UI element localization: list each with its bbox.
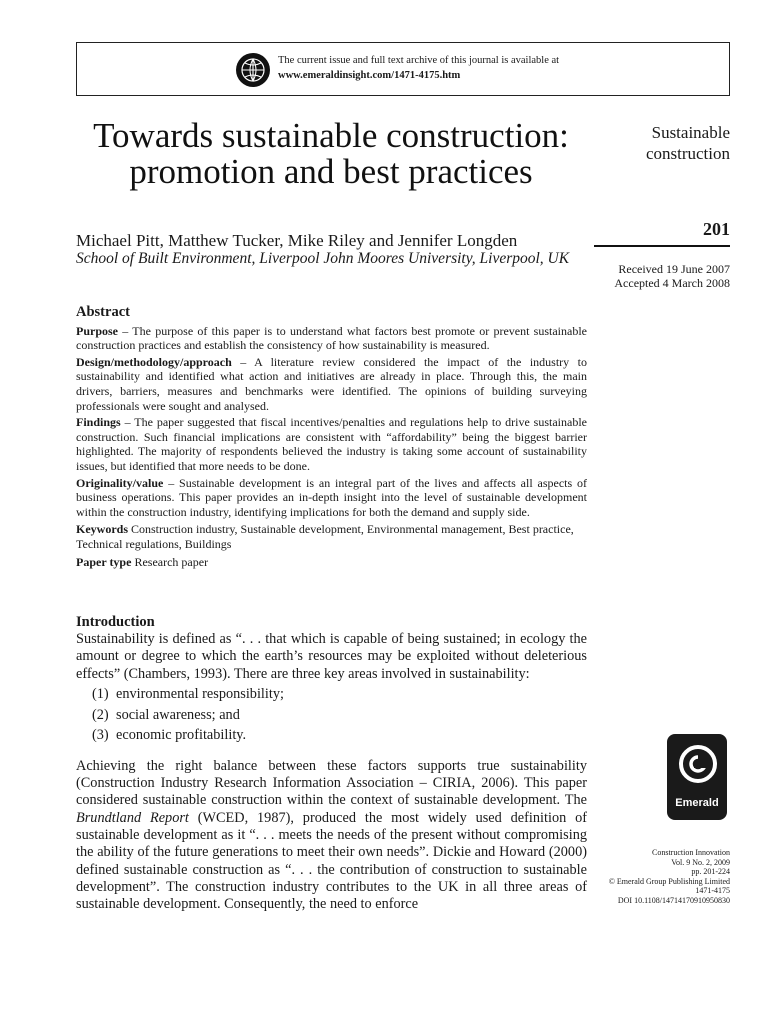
list-text: social awareness; and [116,706,240,723]
originality-label: Originality/value [76,475,164,490]
page-number: 201 [703,219,730,239]
divider [594,245,730,247]
keywords-text: Construction industry, Sustainable development, Environmental management, Best practice, Technical regulations, Buildings [76,522,574,551]
abstract-paper-type [76,555,587,570]
originality-text: – Sustainable development is an integral part of the lives and affects all aspects of business operations. This paper provides an in-depth insight into the level of sustainable development within the construction industry, identifying implications for both the demand and supply side. [76,475,587,519]
list-number: (3) [92,727,109,744]
findings-text: – The paper suggested that fiscal incentives/penalties and regulations help to drive sustainable construction. Such financial implications are consistent with “affordability” being the biggest barrier highlighted. The majority of respondents believed the industry is taking some account of sustainability issues, but identified that more needs to be done. [76,415,587,473]
affiliation: School of Built Environment, Liverpool John Moores University, Liverpool, UK [76,250,570,267]
paper-type-text: Research paper [131,554,209,569]
para-text: (WCED, 1987), produced the most widely used definition of sustainable development as it “. . . meets the needs of the present without compromising the ability of the future generations to meet their own needs”. Dickie and Howard (2000) defined sustainable construction as “. . . the contribution of construction to sustainable development”. The construction industry contributes to the UK in all three areas of sustainable development. Consequently, the need to enforce [76,809,587,913]
purpose-text: – The purpose of this paper is to understand what factors best promote or prevent sustainable construction practices and establish the consistency of how sustainability is measured. [76,323,587,353]
introduction-heading: Introduction [76,614,155,630]
citation-info [609,848,730,905]
logo-wordmark: Emerald [675,797,719,809]
report-title: Brundtland Report [76,809,189,826]
abstract-findings [76,415,587,473]
globe-icon [235,52,271,88]
intro-paragraph [76,758,587,914]
citation-line: DOI 10.1108/14714170910950830 [617,895,730,905]
list-item [92,686,587,703]
received-date: Received 19 June 2007 [618,262,730,276]
findings-label: Findings [76,415,121,430]
banner-url[interactable]: www.emeraldinsight.com/1471-4175.htm [278,70,461,81]
citation-line: Construction Innovation [652,848,730,857]
citation-line: Vol. 9 No. 2, 2009 [671,857,730,867]
key-areas-list [76,686,587,745]
running-head-line: Sustainable [651,123,730,142]
list-text: environmental responsibility; [116,685,284,702]
introduction-section [76,614,587,913]
purpose-label: Purpose [76,323,118,338]
abstract-design [76,355,587,413]
intro-paragraph: Sustainability is defined as “. . . that which is capable of being sustained; in ecology the amount or degree to which the earth’s resources may be exploited without deleterious effects” (Chambers, 1993). There are three key areas involved in sustainability: [76,631,587,682]
publisher-logo [667,734,727,820]
abstract-originality [76,476,587,520]
citation-line: 1471-4175 [695,886,730,895]
abstract-purpose [76,324,587,353]
list-item [92,727,587,744]
keywords-label: Keywords [76,522,128,537]
design-text: – A literature review considered the impact of the industry to sustainability and identified what action and initiatives are already in place. Through this, the main drivers, barriers, measures and benchmarks were identified. The opinions of building surveying professionals were sought and analysed. [76,354,587,413]
running-head [646,122,730,164]
paper-type-label: Paper type [76,554,132,569]
citation-line: pp. 201-224 [691,867,730,876]
list-number: (2) [92,706,109,723]
accepted-date: Accepted 4 March 2008 [614,276,730,290]
submission-dates [614,262,730,290]
paper-title: Towards sustainable construction: promotion and best practices [93,116,569,191]
emerald-logo-icon [667,734,727,796]
design-label: Design/methodology/approach [76,354,232,369]
banner-text [278,53,559,83]
banner-line: The current issue and full text archive of this journal is available at [278,55,560,66]
list-number: (1) [92,685,109,702]
author-list: Michael Pitt, Matthew Tucker, Mike Riley and Jennifer Longden [76,231,518,250]
abstract-section [76,305,587,571]
list-item [92,707,587,724]
citation-line: © Emerald Group Publishing Limited [608,876,730,886]
para-text: Achieving the right balance between these factors supports true sustainability (Construction Industry Research Information Association – CIRIA, 2006). This paper considered sustainable construction within the context of sustainable development. The [76,757,587,809]
abstract-heading: Abstract [76,304,130,320]
list-text: economic profitability. [116,727,247,744]
abstract-keywords [76,522,587,551]
running-head-line: construction [645,144,730,163]
availability-banner [76,42,730,96]
